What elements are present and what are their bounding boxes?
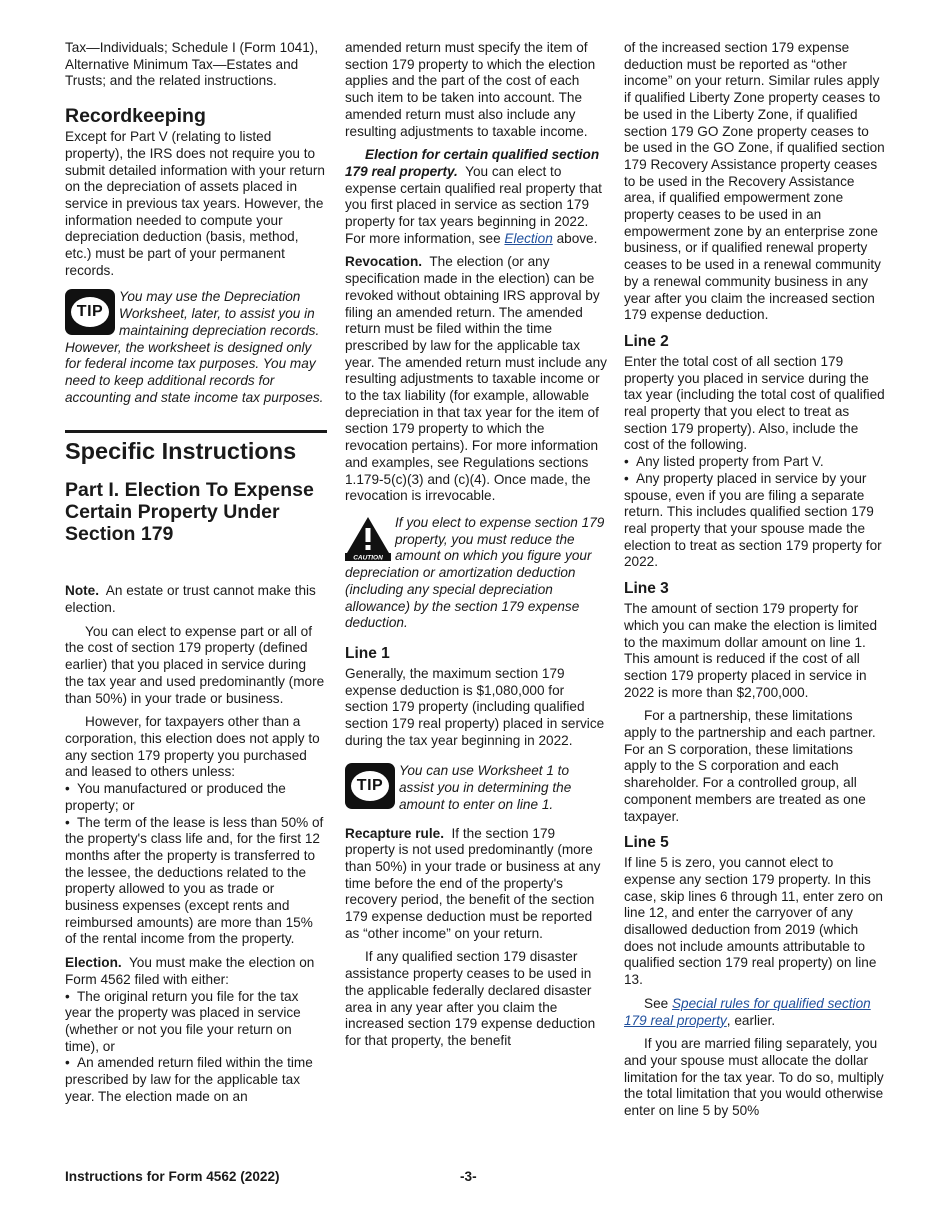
recordkeeping-heading: Recordkeeping [65,105,206,128]
line-3-partnership-text: For a partnership, these limitations apply to the partnership and each partner. For an S corporation, these limitations apply to the S corporation and each shareholder. For a controlled group, all component members are treated as one taxpayer. [624,708,876,824]
column-right [624,40,886,1127]
bullet-text: Any property placed in service by your spouse, even if you are filing a separate return. This includes qualified section 179 real property that your spouse made the election to treat as section 179 property for 2022. [624,470,882,570]
bullet-icon: • [65,988,70,1004]
tip-note [345,763,607,813]
revocation-lead: Revocation. [345,254,423,270]
qualified-property-paragraph [345,147,607,247]
election-text: You must make the election on Form 4562 filed with either: [65,955,315,987]
caution-label: CAUTION [353,554,383,561]
recapture-text: If the section 179 property is not used predominantly (more than 50%) in your trade or business at any time before the end of the property's recovery period, the benefit of the section 179 expense deduction must be reported as “other income” on your return. [345,825,601,941]
line-5-heading: Line 5 [624,834,669,852]
column-middle [345,40,607,1057]
disaster-paragraph: If any qualified section 179 disaster assistance property ceases to be used in the applicable federally declared disaster area in any year after you claim the increased section 179 expense deduction for that property, the benefit [345,949,596,1048]
election-lead: Election. [65,955,122,971]
paragraph-expense-part: You can elect to expense part or all of the cost of section 179 property (defined earlier) that you placed in service during the tax year and used predominantly (more than 50%) in your trade or business. [65,623,325,706]
note-lead: Note. [65,583,99,599]
qualified-tail: above. [556,230,598,246]
qualified-text: You can elect to expense certain qualified real property that you first placed in service as section 179 property for tax years beginning in 2022. For more information, see [345,163,602,246]
bullet-item [65,989,327,1056]
tip-badge-label: TIP [71,297,109,327]
election-paragraph [65,955,327,988]
recapture-paragraph [345,826,607,943]
line-2-heading: Line 2 [624,332,669,350]
tip-icon [345,763,395,809]
line-2-text: Enter the total cost of all section 179 property you placed in service during the tax year (including the total cost of qualified real property that you elect to treat as section 179 property). Also, include the cost of the following. [624,353,885,453]
see-suffix: , earlier. [726,1012,776,1028]
bullet-item [624,454,886,471]
caution-text: If you elect to expense section 179 property, you must reduce the amount on which you figure your depreciation or amortization deduction (including any special depreciation allowance) by the section 179 expense deduction. [345,514,605,631]
line-5-text: If line 5 is zero, you cannot elect to expense any section 179 property. In this case, skip lines 6 through 11, enter zero on line 12, and enter the carryover of any disallowed deduction from 2019 (which does not include amounts attributable to qualified section 179 real property) on line 13. [624,855,883,988]
note-paragraph [65,583,327,616]
bullet-icon: • [624,454,629,470]
line-3-heading: Line 3 [624,580,669,598]
tip-note [65,289,327,406]
married-filing-text: If you are married filing separately, you and your spouse must allocate the dollar limitation for the tax year. To do so, multiply the total limitation that you would otherwise enter on line 5 by 50% [624,1036,884,1119]
revocation-paragraph [345,254,607,505]
election-link[interactable]: Election [504,230,553,246]
paragraph-taxpayers: However, for taxpayers other than a corporation, this election does not apply to any section 179 property you purchased and leased to others unless: [65,714,320,780]
caution-note [345,515,607,632]
bullet-text: The original return you file for the tax year the property was placed in service (whether or not you file your return on time), or [65,988,301,1054]
footer-form-title: Instructions for Form 4562 (2022) [65,1169,280,1184]
bullet-icon: • [65,781,70,797]
tip-text: You can use Worksheet 1 to assist you in determining the amount to enter on line 1. [399,763,572,812]
footer-page-number: -3- [460,1169,477,1184]
amended-return-text: amended return must specify the item of section 179 property to which the election applies and the part of the cost of each such item to be taken into account. The amended return must also include any resulting adjustments to taxable income. [345,40,596,139]
see-special-rules [624,996,886,1029]
see-prefix: See [644,995,669,1011]
tip-icon [65,289,115,335]
recapture-lead: Recapture rule. [345,825,444,841]
bullet-text: The term of the lease is less than 50% of the property's class life and, for the first 12 months after the property is transferred to the lessee, the deductions related to the property allowed to you as trade or business expenses (except rents and reimbursed amounts) are more than 15% of the rental income from the property. [65,814,324,947]
column-left [65,40,327,1105]
bullet-item [65,1055,327,1105]
bullet-item [65,781,327,814]
qualified-lead: Election for certain qualified section 179 real property. [345,147,600,179]
revocation-text: The election (or any specification made in the election) can be revoked without obtaining IRS approval by filing an amended return. The amended return must be filed within the time prescribed by law for the applicable tax year. The amended return must include any resulting adjustments to taxable income or to the tax liability (for example, allowable depreciation in that tax year for the item of section 179 property to which the revocation pertains). For more information and examples, see Regulations sections 1.179-5(c)(3) and (c)(4). Once made, the revocation is irrevocable. [345,254,607,504]
bullet-item [65,815,327,949]
line-3-text: The amount of section 179 property for which you can make the election is limited to the maximum dollar amount on line 1. This amount is reduced if the cost of all section 179 property placed in service in 2022 is more than $2,700,000. [624,601,878,700]
bullet-icon: • [65,1055,70,1071]
part-1-heading: Part I. Election To Expense Certain Property Under Section 179 [65,479,314,546]
bullet-text: An amended return filed within the time prescribed by law for the applicable tax year. The election made on an [65,1055,313,1104]
note-text: An estate or trust cannot make this election. [65,583,316,616]
increased-deduction-text: of the increased section 179 expense deduction must be reported as “other income” on your return. Similar rules apply if qualified Liberty Zone property ceases to be used in the Liberty Zone, if qualified section 179 GO Zone property ceases to be used in the GO Zone, if qualified section 179 Recovery Assistance property ceases to be used in the Recovery Assistance area, if qualified empowerment zone property ceases to be used in an empowerment zone by an enterprise zone business, or if qualified renewal property ceases to be used in a renewal community by a renewal community business in any year after you claim the increased section 179 expense deduction. [624,40,885,323]
tip-badge-label: TIP [351,771,389,801]
recordkeeping-text: Except for Part V (relating to listed property), the IRS does not require you to submit detailed information with your return on the depreciation of assets placed in service in previous tax years. However, the information needed to compute your depreciation deduction (basis, method, etc.) must be part of your permanent records. [65,129,325,278]
tip-text: You may use the Depreciation Worksheet, later, to assist you in maintaining depreciation records. However, the worksheet is designed only for federal income tax purposes. You may need to keep additional records for accounting and state income tax purposes. [65,289,324,405]
bullet-icon: • [65,814,70,830]
caution-icon [345,515,391,561]
intro-text: Tax—Individuals; Schedule I (Form 1041), Alternative Minimum Tax—Estates and Trusts; and the related instructions. [65,40,319,89]
line-1-text: Generally, the maximum section 179 expense deduction is $1,080,000 for section 179 property (including qualified section 179 real property) placed in service during the tax year beginning in 2022. [345,665,605,748]
bullet-text: Any listed property from Part V. [636,454,824,470]
bullet-icon: • [624,470,629,486]
line-1-heading: Line 1 [345,644,390,662]
bullet-text: You manufactured or produced the property; or [65,781,286,813]
bullet-item [624,471,886,571]
specific-instructions-heading: Specific Instructions [65,430,327,465]
special-rules-link[interactable]: Special rules for qualified section 179 real property [624,995,871,1028]
